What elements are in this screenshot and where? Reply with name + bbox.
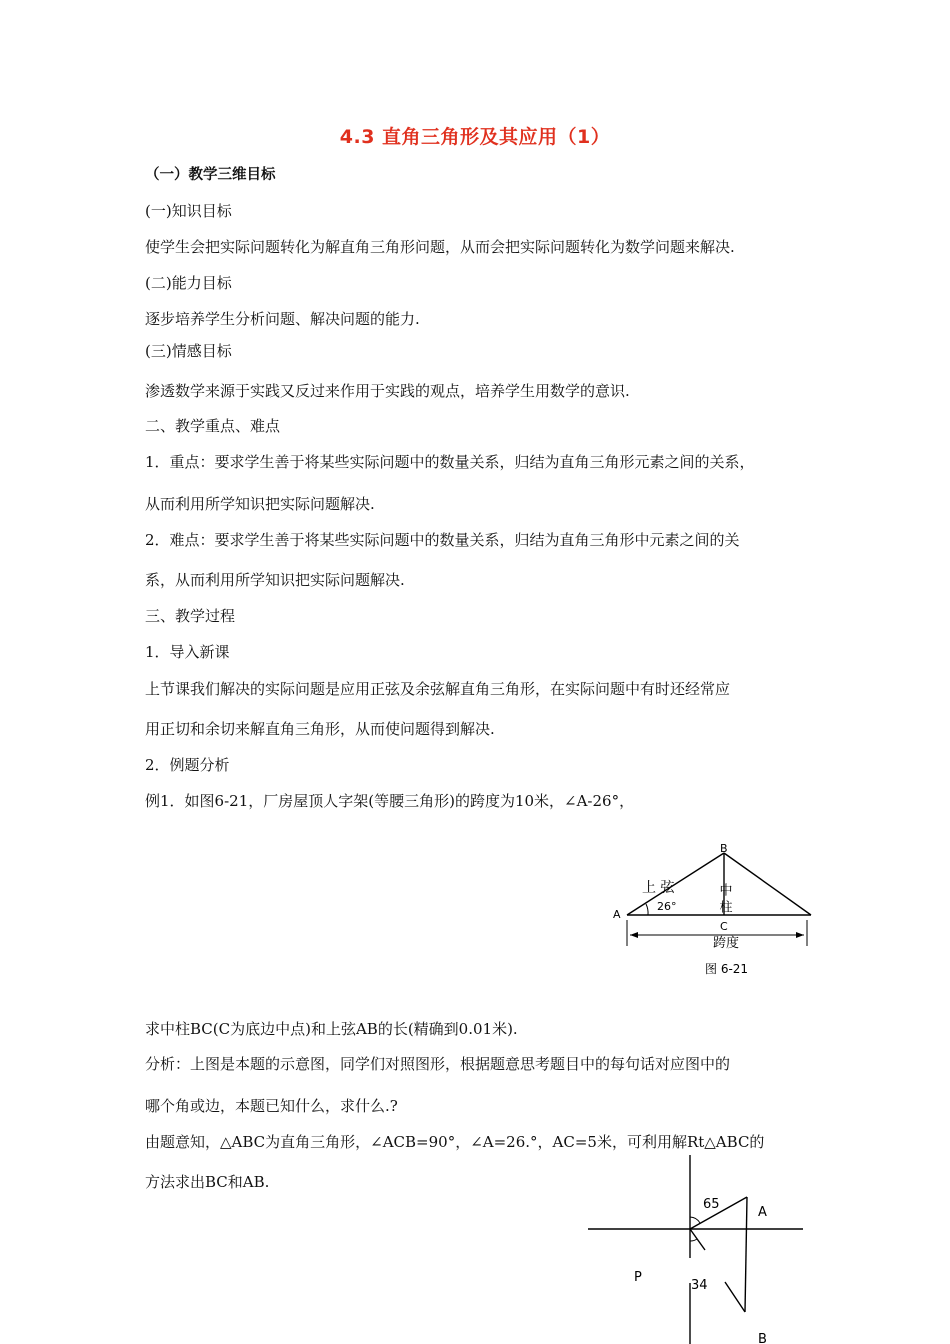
angle-arc-bottom <box>690 1239 697 1241</box>
label-p: P <box>634 1270 642 1285</box>
angle-label-top: 65 <box>703 1197 720 1212</box>
upper-chord-label: 上 弦 <box>642 880 675 896</box>
figure-caption: 图 6-21 <box>705 962 749 976</box>
arrow-left-icon <box>630 932 638 938</box>
angle-arc-top <box>690 1217 700 1223</box>
ray-to-b-lower <box>725 1282 745 1312</box>
angle-label: 26° <box>657 900 677 913</box>
truss-figure <box>600 838 825 988</box>
label-a: A <box>613 908 621 921</box>
paragraph: 哪个角或边，本题已知什么，求什么.? <box>145 1097 398 1115</box>
label-b: B <box>758 1332 767 1344</box>
section-heading: （一）教学三维目标 <box>145 167 276 183</box>
paragraph: 由题意知，△ABC为直角三角形，∠ACB=90°，∠A=26.°，AC=5米，可利用解Rt△ABC的 <box>145 1133 765 1151</box>
paragraph: 从而利用所学知识把实际问题解决. <box>145 495 375 513</box>
paragraph: 1．重点：要求学生善于将某些实际问题中的数量关系，归结为直角三角形元素之间的关系， <box>145 453 755 471</box>
paragraph: 使学生会把实际问题转化为解直角三角形问题，从而会把实际问题转化为数学问题来解决. <box>145 238 735 256</box>
paragraph: 分析：上图是本题的示意图，同学们对照图形，根据题意思考题目中的每句话对应图中的 <box>145 1055 731 1073</box>
document-title: 4.3 直角三角形及其应用（1） <box>339 126 611 148</box>
paragraph: 系，从而利用所学知识把实际问题解决. <box>145 571 405 589</box>
right-chord-line <box>724 853 811 915</box>
paragraph: 用正切和余切来解直角三角形，从而使问题得到解决. <box>145 720 495 738</box>
section-heading: 三、教学过程 <box>145 607 236 625</box>
paragraph: 渗透数学来源于实践又反过来作用于实践的观点，培养学生用数学的意识. <box>145 382 630 400</box>
paragraph: 方法求出BC和AB. <box>145 1173 270 1191</box>
label-a: A <box>758 1205 767 1220</box>
example-text: 例1．如图6-21，厂房屋顶人字架(等腰三角形)的跨度为10米，∠A-26°， <box>145 792 635 810</box>
label-c: C <box>720 920 728 933</box>
subheading: 1．导入新课 <box>145 643 230 661</box>
subheading: 2．例题分析 <box>145 756 230 774</box>
arrow-right-icon <box>796 932 804 938</box>
angle-arc <box>646 904 648 915</box>
subheading: (三)情感目标 <box>145 342 232 360</box>
paragraph: 上节课我们解决的实际问题是应用正弦及余弦解直角三角形，在实际问题中有时还经常应 <box>145 680 731 698</box>
section-heading: 二、教学重点、难点 <box>145 417 281 435</box>
segment-a-b <box>745 1197 747 1312</box>
subheading: (一)知识目标 <box>145 202 232 220</box>
label-b: B <box>720 842 728 855</box>
angle-label-bottom: 34 <box>691 1278 708 1293</box>
ray-to-b <box>690 1229 705 1250</box>
paragraph: 2．难点：要求学生善于将某些实际问题中的数量关系，归结为直角三角形中元素之间的关 <box>145 531 740 549</box>
bearing-figure <box>585 1155 810 1344</box>
subheading: (二)能力目标 <box>145 274 232 292</box>
center-post-label: 中 柱 <box>716 883 732 914</box>
example-text: 求中柱BC(C为底边中点)和上弦AB的长(精确到0.01米). <box>145 1020 518 1038</box>
span-label: 跨度 <box>713 936 740 951</box>
paragraph: 逐步培养学生分析问题、解决问题的能力. <box>145 310 420 328</box>
